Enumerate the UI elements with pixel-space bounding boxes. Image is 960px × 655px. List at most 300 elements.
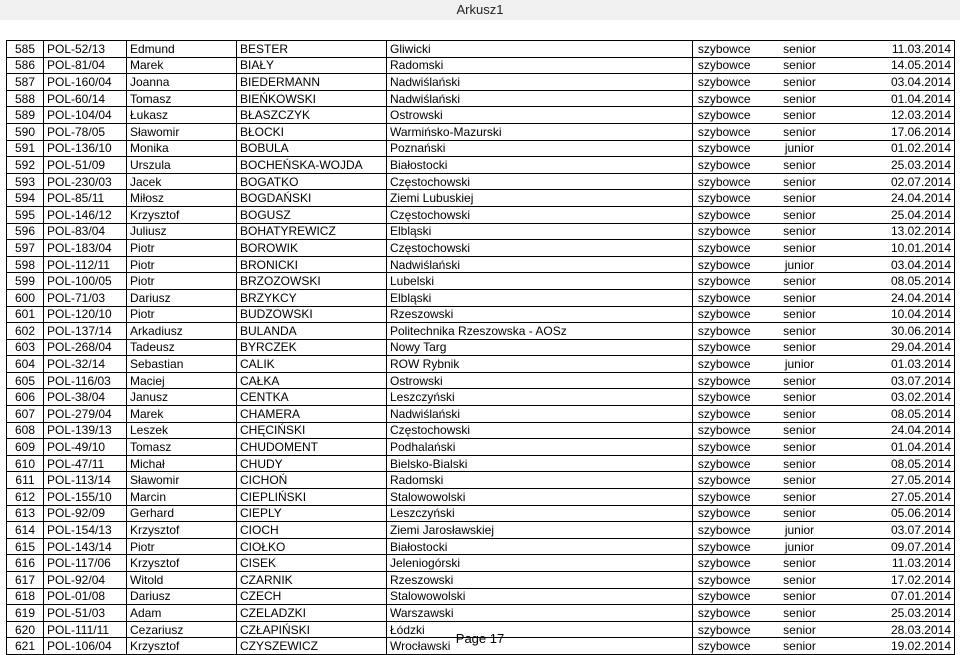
discipline-cell: szybowce xyxy=(693,223,769,240)
row-number-cell: 602 xyxy=(7,323,44,340)
category-cell: junior xyxy=(769,522,831,539)
last-name-cell: CAŁKA xyxy=(237,372,387,389)
discipline-cell: szybowce xyxy=(693,522,769,539)
club-cell: Politechnika Rzeszowska - AOSz xyxy=(387,323,693,340)
date-cell: 08.05.2014 xyxy=(831,273,955,290)
date-cell: 09.07.2014 xyxy=(831,538,955,555)
club-cell: Nadwiślański xyxy=(387,256,693,273)
discipline-cell: szybowce xyxy=(693,605,769,622)
license-id-cell: POL-01/08 xyxy=(44,588,127,605)
date-cell: 10.04.2014 xyxy=(831,306,955,323)
club-cell: Stalowowolski xyxy=(387,588,693,605)
club-cell: Rzeszowski xyxy=(387,572,693,589)
last-name-cell: CHUDY xyxy=(237,455,387,472)
last-name-cell: CHĘCIŃSKI xyxy=(237,422,387,439)
club-cell: Nadwiślański xyxy=(387,406,693,423)
club-cell: Elbląski xyxy=(387,289,693,306)
table-row xyxy=(7,74,955,91)
club-cell: Stalowowolski xyxy=(387,489,693,506)
row-number-cell: 620 xyxy=(7,621,44,638)
discipline-cell: szybowce xyxy=(693,472,769,489)
date-cell: 03.07.2014 xyxy=(831,522,955,539)
first-name-cell: Gerhard xyxy=(127,505,237,522)
club-cell: Poznański xyxy=(387,140,693,157)
club-cell: ROW Rybnik xyxy=(387,356,693,373)
category-cell: senior xyxy=(769,74,831,91)
discipline-cell: szybowce xyxy=(693,638,769,655)
last-name-cell: CZŁAPIŃSKI xyxy=(237,621,387,638)
table-row xyxy=(7,123,955,140)
row-number-cell: 597 xyxy=(7,240,44,257)
date-cell: 03.02.2014 xyxy=(831,389,955,406)
date-cell: 17.06.2014 xyxy=(831,123,955,140)
first-name-cell: Marek xyxy=(127,406,237,423)
row-number-cell: 619 xyxy=(7,605,44,622)
license-id-cell: POL-47/11 xyxy=(44,455,127,472)
discipline-cell: szybowce xyxy=(693,372,769,389)
table-row xyxy=(7,256,955,273)
last-name-cell: BOGDAŃSKI xyxy=(237,190,387,207)
club-cell: Radomski xyxy=(387,472,693,489)
last-name-cell: BUDZOWSKI xyxy=(237,306,387,323)
club-cell: Nadwiślański xyxy=(387,90,693,107)
discipline-cell: szybowce xyxy=(693,123,769,140)
first-name-cell: Tomasz xyxy=(127,90,237,107)
table-row xyxy=(7,422,955,439)
first-name-cell: Maciej xyxy=(127,372,237,389)
discipline-cell: szybowce xyxy=(693,74,769,91)
club-cell: Leszczyński xyxy=(387,505,693,522)
last-name-cell: BRZOZOWSKI xyxy=(237,273,387,290)
club-cell: Białostocki xyxy=(387,157,693,174)
discipline-cell: szybowce xyxy=(693,621,769,638)
first-name-cell: Tadeusz xyxy=(127,339,237,356)
club-cell: Leszczyński xyxy=(387,389,693,406)
license-id-cell: POL-38/04 xyxy=(44,389,127,406)
date-cell: 02.07.2014 xyxy=(831,173,955,190)
table-row xyxy=(7,389,955,406)
date-cell: 19.02.2014 xyxy=(831,638,955,655)
category-cell: senior xyxy=(769,173,831,190)
discipline-cell: szybowce xyxy=(693,339,769,356)
category-cell: senior xyxy=(769,372,831,389)
license-id-cell: POL-146/12 xyxy=(44,206,127,223)
club-cell: Ostrowski xyxy=(387,107,693,124)
first-name-cell: Juliusz xyxy=(127,223,237,240)
first-name-cell: Janusz xyxy=(127,389,237,406)
table-row xyxy=(7,273,955,290)
discipline-cell: szybowce xyxy=(693,538,769,555)
first-name-cell: Marek xyxy=(127,57,237,74)
category-cell: senior xyxy=(769,273,831,290)
date-cell: 01.02.2014 xyxy=(831,140,955,157)
table-row xyxy=(7,472,955,489)
license-id-cell: POL-155/10 xyxy=(44,489,127,506)
last-name-cell: BOGUSZ xyxy=(237,206,387,223)
club-cell: Wrocławski xyxy=(387,638,693,655)
last-name-cell: CHAMERA xyxy=(237,406,387,423)
club-cell: Radomski xyxy=(387,57,693,74)
table-row xyxy=(7,206,955,223)
table-row xyxy=(7,190,955,207)
date-cell: 25.03.2014 xyxy=(831,605,955,622)
table-row xyxy=(7,306,955,323)
table-row xyxy=(7,289,955,306)
discipline-cell: szybowce xyxy=(693,273,769,290)
discipline-cell: szybowce xyxy=(693,455,769,472)
row-number-cell: 590 xyxy=(7,123,44,140)
category-cell: junior xyxy=(769,356,831,373)
club-cell: Nadwiślański xyxy=(387,74,693,91)
category-cell: senior xyxy=(769,489,831,506)
license-id-cell: POL-268/04 xyxy=(44,339,127,356)
club-cell: Rzeszowski xyxy=(387,306,693,323)
date-cell: 03.04.2014 xyxy=(831,74,955,91)
date-cell: 11.03.2014 xyxy=(831,41,955,58)
members-table xyxy=(6,40,955,655)
page-number: Page 17 xyxy=(455,631,505,646)
last-name-cell: BRONICKI xyxy=(237,256,387,273)
row-number-cell: 587 xyxy=(7,74,44,91)
table-body xyxy=(7,41,955,655)
category-cell: senior xyxy=(769,472,831,489)
club-cell: Gliwicki xyxy=(387,41,693,58)
table-row xyxy=(7,107,955,124)
last-name-cell: CZYSZEWICZ xyxy=(237,638,387,655)
license-id-cell: POL-85/11 xyxy=(44,190,127,207)
date-cell: 14.05.2014 xyxy=(831,57,955,74)
club-cell: Częstochowski xyxy=(387,173,693,190)
category-cell: junior xyxy=(769,140,831,157)
row-number-cell: 610 xyxy=(7,455,44,472)
first-name-cell: Krzysztof xyxy=(127,206,237,223)
first-name-cell: Łukasz xyxy=(127,107,237,124)
row-number-cell: 586 xyxy=(7,57,44,74)
first-name-cell: Witold xyxy=(127,572,237,589)
license-id-cell: POL-111/11 xyxy=(44,621,127,638)
club-cell: Częstochowski xyxy=(387,240,693,257)
last-name-cell: CIEPLIŃSKI xyxy=(237,489,387,506)
row-number-cell: 593 xyxy=(7,173,44,190)
last-name-cell: CZELADZKI xyxy=(237,605,387,622)
discipline-cell: szybowce xyxy=(693,588,769,605)
discipline-cell: szybowce xyxy=(693,256,769,273)
first-name-cell: Dariusz xyxy=(127,289,237,306)
last-name-cell: BOBULA xyxy=(237,140,387,157)
row-number-cell: 604 xyxy=(7,356,44,373)
date-cell: 11.03.2014 xyxy=(831,555,955,572)
row-number-cell: 606 xyxy=(7,389,44,406)
date-cell: 03.07.2014 xyxy=(831,372,955,389)
discipline-cell: szybowce xyxy=(693,240,769,257)
discipline-cell: szybowce xyxy=(693,140,769,157)
row-number-cell: 596 xyxy=(7,223,44,240)
row-number-cell: 589 xyxy=(7,107,44,124)
license-id-cell: POL-49/10 xyxy=(44,439,127,456)
license-id-cell: POL-112/11 xyxy=(44,256,127,273)
last-name-cell: BOHATYREWICZ xyxy=(237,223,387,240)
table-row xyxy=(7,489,955,506)
license-id-cell: POL-139/13 xyxy=(44,422,127,439)
table-row xyxy=(7,455,955,472)
category-cell: senior xyxy=(769,323,831,340)
first-name-cell: Urszula xyxy=(127,157,237,174)
license-id-cell: POL-160/04 xyxy=(44,74,127,91)
club-cell: Elbląski xyxy=(387,223,693,240)
category-cell: senior xyxy=(769,572,831,589)
category-cell: senior xyxy=(769,455,831,472)
discipline-cell: szybowce xyxy=(693,422,769,439)
first-name-cell: Dariusz xyxy=(127,588,237,605)
table-row xyxy=(7,605,955,622)
license-id-cell: POL-137/14 xyxy=(44,323,127,340)
date-cell: 27.05.2014 xyxy=(831,472,955,489)
first-name-cell: Tomasz xyxy=(127,439,237,456)
row-number-cell: 605 xyxy=(7,372,44,389)
license-id-cell: POL-100/05 xyxy=(44,273,127,290)
row-number-cell: 621 xyxy=(7,638,44,655)
date-cell: 01.04.2014 xyxy=(831,90,955,107)
category-cell: senior xyxy=(769,206,831,223)
row-number-cell: 600 xyxy=(7,289,44,306)
date-cell: 29.04.2014 xyxy=(831,339,955,356)
last-name-cell: BOCHEŃSKA-WOJDA xyxy=(237,157,387,174)
table-row xyxy=(7,41,955,58)
row-number-cell: 612 xyxy=(7,489,44,506)
category-cell: senior xyxy=(769,57,831,74)
date-cell: 24.04.2014 xyxy=(831,190,955,207)
discipline-cell: szybowce xyxy=(693,206,769,223)
discipline-cell: szybowce xyxy=(693,406,769,423)
last-name-cell: BRZYKCY xyxy=(237,289,387,306)
discipline-cell: szybowce xyxy=(693,41,769,58)
category-cell: senior xyxy=(769,389,831,406)
date-cell: 17.02.2014 xyxy=(831,572,955,589)
license-id-cell: POL-71/03 xyxy=(44,289,127,306)
table-row xyxy=(7,223,955,240)
category-cell: senior xyxy=(769,605,831,622)
license-id-cell: POL-83/04 xyxy=(44,223,127,240)
row-number-cell: 618 xyxy=(7,588,44,605)
row-number-cell: 609 xyxy=(7,439,44,456)
row-number-cell: 614 xyxy=(7,522,44,539)
discipline-cell: szybowce xyxy=(693,323,769,340)
club-cell: Ziemi Jarosławskiej xyxy=(387,522,693,539)
first-name-cell: Adam xyxy=(127,605,237,622)
last-name-cell: CIEPLY xyxy=(237,505,387,522)
category-cell: senior xyxy=(769,339,831,356)
first-name-cell: Piotr xyxy=(127,306,237,323)
club-cell: Częstochowski xyxy=(387,422,693,439)
club-cell: Białostocki xyxy=(387,538,693,555)
discipline-cell: szybowce xyxy=(693,190,769,207)
discipline-cell: szybowce xyxy=(693,439,769,456)
license-id-cell: POL-32/14 xyxy=(44,356,127,373)
discipline-cell: szybowce xyxy=(693,107,769,124)
category-cell: senior xyxy=(769,90,831,107)
license-id-cell: POL-136/10 xyxy=(44,140,127,157)
license-id-cell: POL-106/04 xyxy=(44,638,127,655)
last-name-cell: CIOCH xyxy=(237,522,387,539)
first-name-cell: Marcin xyxy=(127,489,237,506)
category-cell: junior xyxy=(769,538,831,555)
date-cell: 01.04.2014 xyxy=(831,439,955,456)
last-name-cell: BULANDA xyxy=(237,323,387,340)
date-cell: 08.05.2014 xyxy=(831,455,955,472)
club-cell: Podhalański xyxy=(387,439,693,456)
table-row xyxy=(7,173,955,190)
last-name-cell: BIEDERMANN xyxy=(237,74,387,91)
table-row xyxy=(7,588,955,605)
row-number-cell: 598 xyxy=(7,256,44,273)
first-name-cell: Sławomir xyxy=(127,472,237,489)
first-name-cell: Jacek xyxy=(127,173,237,190)
category-cell: junior xyxy=(769,256,831,273)
table-row xyxy=(7,90,955,107)
first-name-cell: Krzysztof xyxy=(127,522,237,539)
table-row xyxy=(7,505,955,522)
first-name-cell: Cezariusz xyxy=(127,621,237,638)
discipline-cell: szybowce xyxy=(693,572,769,589)
date-cell: 24.04.2014 xyxy=(831,422,955,439)
last-name-cell: CIOŁKO xyxy=(237,538,387,555)
discipline-cell: szybowce xyxy=(693,90,769,107)
category-cell: senior xyxy=(769,422,831,439)
license-id-cell: POL-154/13 xyxy=(44,522,127,539)
row-number-cell: 599 xyxy=(7,273,44,290)
date-cell: 03.04.2014 xyxy=(831,256,955,273)
row-number-cell: 613 xyxy=(7,505,44,522)
club-cell: Ostrowski xyxy=(387,372,693,389)
last-name-cell: CENTKA xyxy=(237,389,387,406)
window-title-bar xyxy=(0,0,960,20)
category-cell: senior xyxy=(769,289,831,306)
category-cell: senior xyxy=(769,240,831,257)
category-cell: senior xyxy=(769,588,831,605)
window-title: Arkusz1 xyxy=(456,2,504,17)
date-cell: 01.03.2014 xyxy=(831,356,955,373)
category-cell: senior xyxy=(769,107,831,124)
first-name-cell: Krzysztof xyxy=(127,555,237,572)
club-cell: Lubelski xyxy=(387,273,693,290)
first-name-cell: Piotr xyxy=(127,538,237,555)
discipline-cell: szybowce xyxy=(693,173,769,190)
discipline-cell: szybowce xyxy=(693,157,769,174)
club-cell: Łódzki xyxy=(387,621,693,638)
date-cell: 28.03.2014 xyxy=(831,621,955,638)
category-cell: senior xyxy=(769,406,831,423)
date-cell: 07.01.2014 xyxy=(831,588,955,605)
last-name-cell: CALIK xyxy=(237,356,387,373)
first-name-cell: Edmund xyxy=(127,41,237,58)
license-id-cell: POL-143/14 xyxy=(44,538,127,555)
license-id-cell: POL-104/04 xyxy=(44,107,127,124)
last-name-cell: BŁOCKI xyxy=(237,123,387,140)
last-name-cell: CICHOŃ xyxy=(237,472,387,489)
license-id-cell: POL-117/06 xyxy=(44,555,127,572)
category-cell: senior xyxy=(769,439,831,456)
category-cell: senior xyxy=(769,223,831,240)
table-row xyxy=(7,555,955,572)
last-name-cell: BŁASZCZYK xyxy=(237,107,387,124)
discipline-cell: szybowce xyxy=(693,57,769,74)
category-cell: senior xyxy=(769,123,831,140)
table-row xyxy=(7,538,955,555)
row-number-cell: 585 xyxy=(7,41,44,58)
license-id-cell: POL-51/03 xyxy=(44,605,127,622)
discipline-cell: szybowce xyxy=(693,489,769,506)
row-number-cell: 595 xyxy=(7,206,44,223)
category-cell: senior xyxy=(769,41,831,58)
license-id-cell: POL-78/05 xyxy=(44,123,127,140)
first-name-cell: Michał xyxy=(127,455,237,472)
first-name-cell: Monika xyxy=(127,140,237,157)
license-id-cell: POL-52/13 xyxy=(44,41,127,58)
table-row xyxy=(7,157,955,174)
club-cell: Częstochowski xyxy=(387,206,693,223)
date-cell: 13.02.2014 xyxy=(831,223,955,240)
first-name-cell: Sławomir xyxy=(127,123,237,140)
row-number-cell: 608 xyxy=(7,422,44,439)
discipline-cell: szybowce xyxy=(693,505,769,522)
license-id-cell: POL-92/04 xyxy=(44,572,127,589)
license-id-cell: POL-113/14 xyxy=(44,472,127,489)
row-number-cell: 591 xyxy=(7,140,44,157)
row-number-cell: 616 xyxy=(7,555,44,572)
table-row xyxy=(7,339,955,356)
date-cell: 30.06.2014 xyxy=(831,323,955,340)
date-cell: 10.01.2014 xyxy=(831,240,955,257)
table-row xyxy=(7,406,955,423)
first-name-cell: Leszek xyxy=(127,422,237,439)
club-cell: Warmińsko-Mazurski xyxy=(387,123,693,140)
table-row xyxy=(7,323,955,340)
table-row xyxy=(7,439,955,456)
license-id-cell: POL-60/14 xyxy=(44,90,127,107)
discipline-cell: szybowce xyxy=(693,289,769,306)
table-row xyxy=(7,240,955,257)
club-cell: Bielsko-Bialski xyxy=(387,455,693,472)
last-name-cell: BESTER xyxy=(237,41,387,58)
row-number-cell: 592 xyxy=(7,157,44,174)
row-number-cell: 603 xyxy=(7,339,44,356)
license-id-cell: POL-51/09 xyxy=(44,157,127,174)
license-id-cell: POL-230/03 xyxy=(44,173,127,190)
last-name-cell: BIEŃKOWSKI xyxy=(237,90,387,107)
license-id-cell: POL-183/04 xyxy=(44,240,127,257)
table-row xyxy=(7,140,955,157)
last-name-cell: BOGATKO xyxy=(237,173,387,190)
row-number-cell: 611 xyxy=(7,472,44,489)
last-name-cell: CZARNIK xyxy=(237,572,387,589)
category-cell: senior xyxy=(769,638,831,655)
category-cell: senior xyxy=(769,505,831,522)
row-number-cell: 617 xyxy=(7,572,44,589)
row-number-cell: 607 xyxy=(7,406,44,423)
row-number-cell: 615 xyxy=(7,538,44,555)
date-cell: 27.05.2014 xyxy=(831,489,955,506)
first-name-cell: Piotr xyxy=(127,240,237,257)
table-row xyxy=(7,572,955,589)
license-id-cell: POL-120/10 xyxy=(44,306,127,323)
discipline-cell: szybowce xyxy=(693,389,769,406)
license-id-cell: POL-81/04 xyxy=(44,57,127,74)
last-name-cell: BOROWIK xyxy=(237,240,387,257)
members-table-wrap xyxy=(6,40,954,655)
first-name-cell: Arkadiusz xyxy=(127,323,237,340)
last-name-cell: CZECH xyxy=(237,588,387,605)
discipline-cell: szybowce xyxy=(693,306,769,323)
